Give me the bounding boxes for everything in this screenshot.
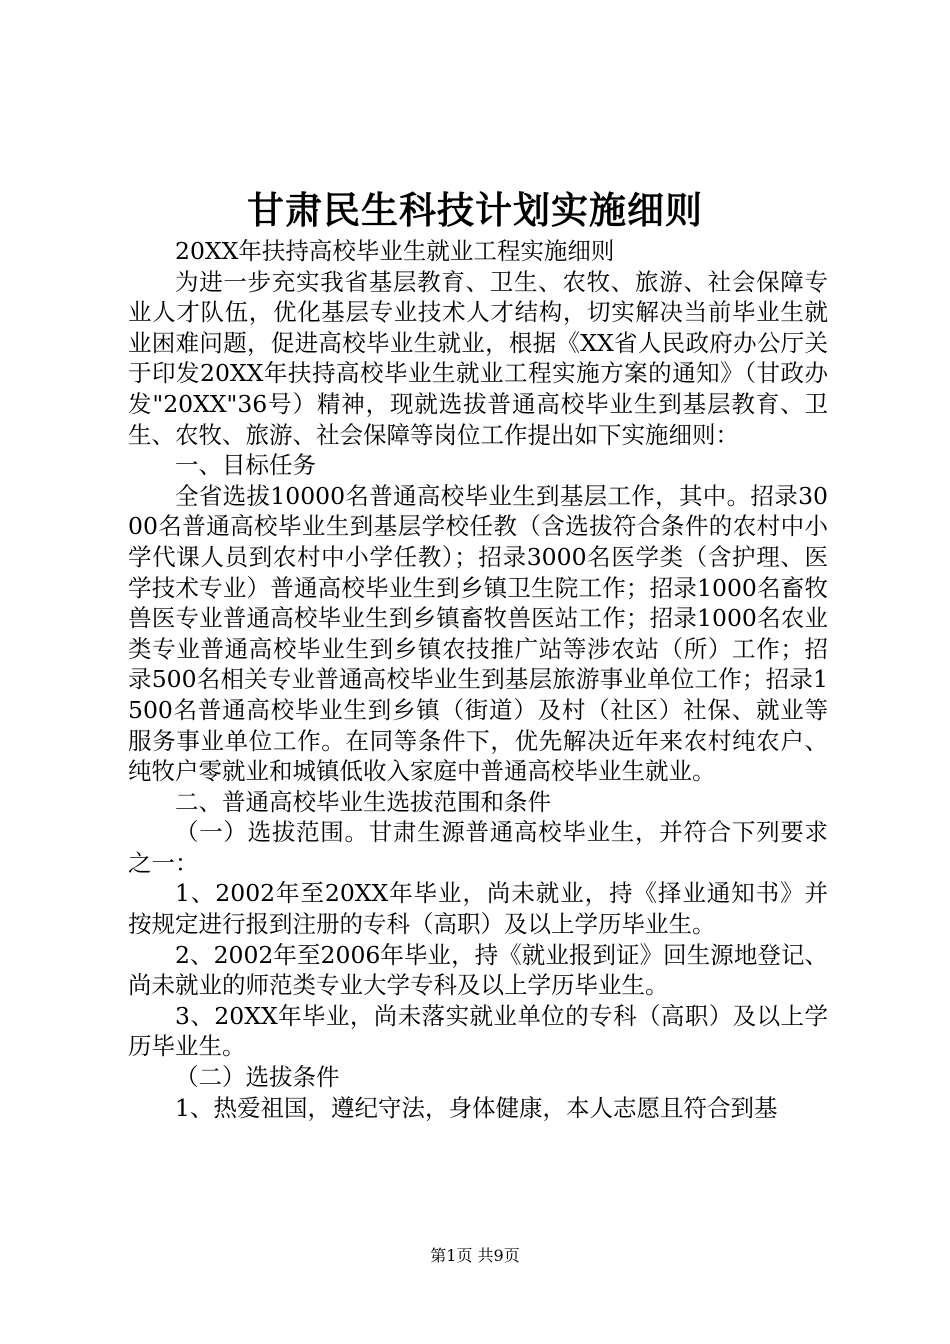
paragraph-subtitle: 20XX年扶持高校毕业生就业工程实施细则 [175, 237, 615, 265]
list-item-conditions-1: 1、热爱祖国，遵纪守法，身体健康，本人志愿且符合到基 [175, 1093, 778, 1122]
paragraph-goals: 全省选拔10000名普通高校毕业生到基层工作，其中。招录3000名普通高校毕业生到基层学校任教（含选拔符合条件的农村中小学代课人员到农村中小学任教）；招录3000名医学类（含护理、医学技术专业）普通高校毕业生到乡镇卫生院工作；招录1000名畜牧兽医专业普通高校毕业生到乡镇畜牧兽医站工作；招录1000名农业类专业普通高校毕业生到乡镇农技推广站等涉农站（所）工作；招录500名相关专业普通高校毕业生到基层旅游事业单位工作；招录1500名普通高校毕业生到乡镇（街道）及村（社区）社保、就业等服务事业单位工作。在同等条件下，优先解决近年来农村纯农户、纯牧户零就业和城镇低收入家庭中普通高校毕业生就业。 [128, 481, 828, 786]
heading-scope: 二、普通高校毕业生选拔范围和条件 [175, 787, 551, 816]
list-item-scope-2: 2、2002年至2006年毕业，持《就业报到证》回生源地登记、尚未就业的师范类专业大学专科及以上学历毕业生。 [128, 940, 828, 1000]
document-body [128, 236, 828, 1123]
heading-goals: 一、目标任务 [175, 451, 316, 480]
paragraph-intro: 为进一步充实我省基层教育、卫生、农牧、旅游、社会保障专业人才队伍，优化基层专业技术人才结构，切实解决当前毕业生就业困难问题，促进高校毕业生就业，根据《XX省人民政府办公厅关于印发20XX年扶持高校毕业生就业工程实施方案的通知》（甘政办发"20XX"36号）精神，现就选拔普通高校毕业生到基层教育、卫生、农牧、旅游、社会保障等岗位工作提出如下实施细则： [128, 267, 828, 449]
heading-conditions: （二）选拔条件 [175, 1063, 340, 1092]
page-footer: 第1页 共9页 [430, 1246, 520, 1265]
list-item-scope-1: 1、2002年至20XX年毕业，尚未就业，持《择业通知书》并按规定进行报到注册的专科（高职）及以上学历毕业生。 [128, 879, 828, 939]
document-title: 甘肃民生科技计划实施细则 [247, 188, 703, 232]
list-item-scope-3: 3、20XX年毕业，尚未落实就业单位的专科（高职）及以上学历毕业生。 [128, 1001, 828, 1061]
paragraph-scope: （一）选拔范围。甘肃生源普通高校毕业生，并符合下列要求之一： [128, 818, 828, 877]
